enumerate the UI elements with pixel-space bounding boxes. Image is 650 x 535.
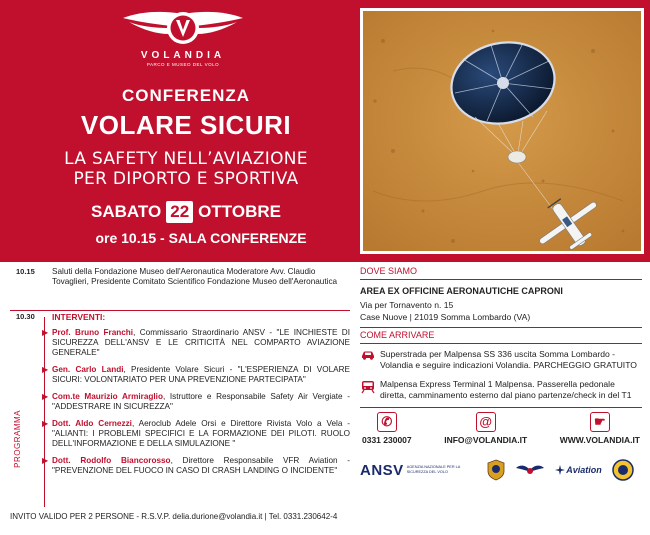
phone-icon: ✆ (377, 412, 397, 432)
bullet-icon: ▶ (42, 419, 49, 428)
speaker-item (42, 365, 350, 385)
bullet-icon: ▶ (42, 328, 49, 337)
welcome-time: 10.15 (16, 267, 35, 276)
speaker-talk: , Direttore Responsabile VFR Aviation - "PREVENZIONE DEL FUOCO IN CASO DI CRASH LANDING O INCIDENTE" (52, 456, 350, 475)
speaker-name: Dott. Aldo Cernezzi (52, 419, 132, 428)
volandia-logo (118, 8, 248, 70)
rsvp-footer: INVITO VALIDO PER 2 PERSONE - R.S.V.P. delia.durione@volandia.it | Tel. 0331.230642-4 (10, 512, 338, 521)
welcome-text: Saluti della Fondazione Museo dell'Aeronautica Moderatore Avv. Claudio Tovaglieri, Presidente Comitato Scientifico Fondazione Museo dell'Aeronautica (52, 267, 338, 286)
event-subtitle (0, 149, 372, 189)
at-sign-icon: @ (476, 412, 496, 432)
welcome-row (10, 267, 350, 287)
speaker-item (42, 328, 350, 358)
program-section (10, 262, 350, 512)
speaker-item (42, 392, 350, 412)
ansv-logo (360, 462, 477, 479)
program-divider (10, 310, 350, 311)
sponsor-logos (360, 459, 642, 481)
speaker-talk: , Aeroclub Adele Orsi e Direttore Rivista Volo a Vela - "ALIANTI: I PROBLEMI SPECIFICI E LA FORMAZIONE DEI PILOTI. RUOLO DELL'INFORMAZIONE E DELLA SIMULAZIONE " (52, 419, 350, 448)
email-address: INFO@VOLANDIA.IT (444, 435, 528, 445)
brand-tagline: PARCO E MUSEO DEL VOLO (146, 62, 220, 67)
event-time-place: ore 10.15 - SALA CONFERENZE (95, 230, 307, 246)
parachute-aircraft-photo (360, 8, 644, 254)
program-side-label: PROGRAMMA (13, 410, 22, 468)
event-title: VOLARE SICURI (80, 110, 292, 140)
route-by-train (360, 379, 642, 401)
aerial-parachute-illustration (363, 11, 641, 251)
speaker-name: Dott. Rodolfo Biancorosso (52, 456, 171, 465)
event-kicker: CONFERENZA (121, 86, 251, 105)
vfr-aviation-text: Aviation (566, 465, 602, 475)
speaker-name: Com.te Maurizio Armiraglio (52, 392, 163, 401)
speaker-talk: , Presidente Volare Sicuri - "L'ESPERIENZA DI VOLARE SICURI: VOLONTARIATO PER UNA PREVENZIONE PARTECIPATA" (52, 365, 350, 384)
header-banner (0, 0, 650, 262)
round-seal-icon (612, 459, 634, 481)
contact-website[interactable] (560, 412, 640, 445)
bullet-icon: ▶ (42, 456, 49, 465)
contacts-divider (360, 407, 642, 408)
cursor-hand-icon: ☛ (590, 412, 610, 432)
car-icon (360, 350, 376, 360)
vfr-aviation-logo (555, 465, 602, 475)
brand-name: VOLANDIA (140, 50, 226, 61)
where-divider (360, 279, 642, 280)
event-heading (0, 86, 372, 246)
phone-number: 0331 230007 (362, 435, 412, 445)
winged-v-icon (119, 8, 247, 48)
train-icon (360, 380, 376, 394)
plane-icon (555, 465, 565, 475)
speaker-name: Gen. Carlo Landi (52, 365, 124, 374)
event-month: OTTOBRE (198, 202, 281, 221)
how-divider (360, 343, 642, 344)
address-line-1: Via per Tornavento n. 15 (360, 300, 454, 310)
aeroclub-wings-icon (515, 461, 545, 479)
talks-block (10, 312, 350, 483)
venue-name: AREA EX OFFICINE AERONAUTICHE CAPRONI (360, 286, 563, 296)
contact-email[interactable] (444, 412, 527, 445)
route-by-car (360, 349, 642, 371)
bullet-icon: ▶ (42, 392, 49, 401)
speaker-name: Prof. Bruno Franchi (52, 328, 134, 337)
contact-phone[interactable] (362, 412, 412, 445)
ansv-subtitle: AGENZIA NAZIONALE PER LA SICUREZZA DEL VOLO (406, 465, 461, 474)
address-line-2: Case Nuove | 21019 Somma Lombardo (VA) (360, 312, 531, 322)
talks-heading: INTERVENTI: (52, 312, 106, 322)
subtitle-line-1: LA SAFETY NELL’AVIAZIONE (64, 149, 308, 169)
drogue-chute (508, 151, 526, 163)
event-date-number: 22 (166, 201, 193, 223)
how-heading: COME ARRIVARE (360, 330, 435, 340)
speaker-item (42, 456, 350, 476)
info-section (360, 262, 642, 535)
speaker-item (42, 419, 350, 449)
speaker-talk: , Commissario Straordinario ANSV - "LE INCHIESTE DI SICUREZZA DELL'ANSV E LE CRITICITÀ NEL COMPARTO AVIAZIONE GENERALE" (52, 328, 350, 357)
bullet-icon: ▶ (42, 365, 49, 374)
ansv-name: ANSV (360, 461, 404, 479)
event-date (0, 201, 372, 223)
route-train-text: Malpensa Express Terminal 1 Malpensa. Passerella pedonale diretta, camminamento esterno dal piano partenze/check in del T1 (380, 379, 632, 400)
speaker-talk: , Istruttore e Responsabile Safety Air Vergiate - "ADDESTRARE IN SICUREZZA" (52, 392, 350, 411)
website-url: WWW.VOLANDIA.IT (559, 435, 640, 445)
crest-badge-icon (487, 459, 505, 481)
talks-time: 10.30 (16, 312, 35, 321)
venue-address (360, 299, 642, 323)
event-day: SABATO (91, 202, 162, 221)
subtitle-line-2: PER DIPORTO E SPORTIVA (73, 169, 299, 189)
contacts-row (360, 412, 642, 445)
where-heading: DOVE SIAMO (360, 266, 418, 276)
route-car-text: Superstrada per Malpensa SS 336 uscita Somma Lombardo - Volandia e seguire indicazioni Volandia. PARCHEGGIO GRATUITO (380, 349, 637, 370)
